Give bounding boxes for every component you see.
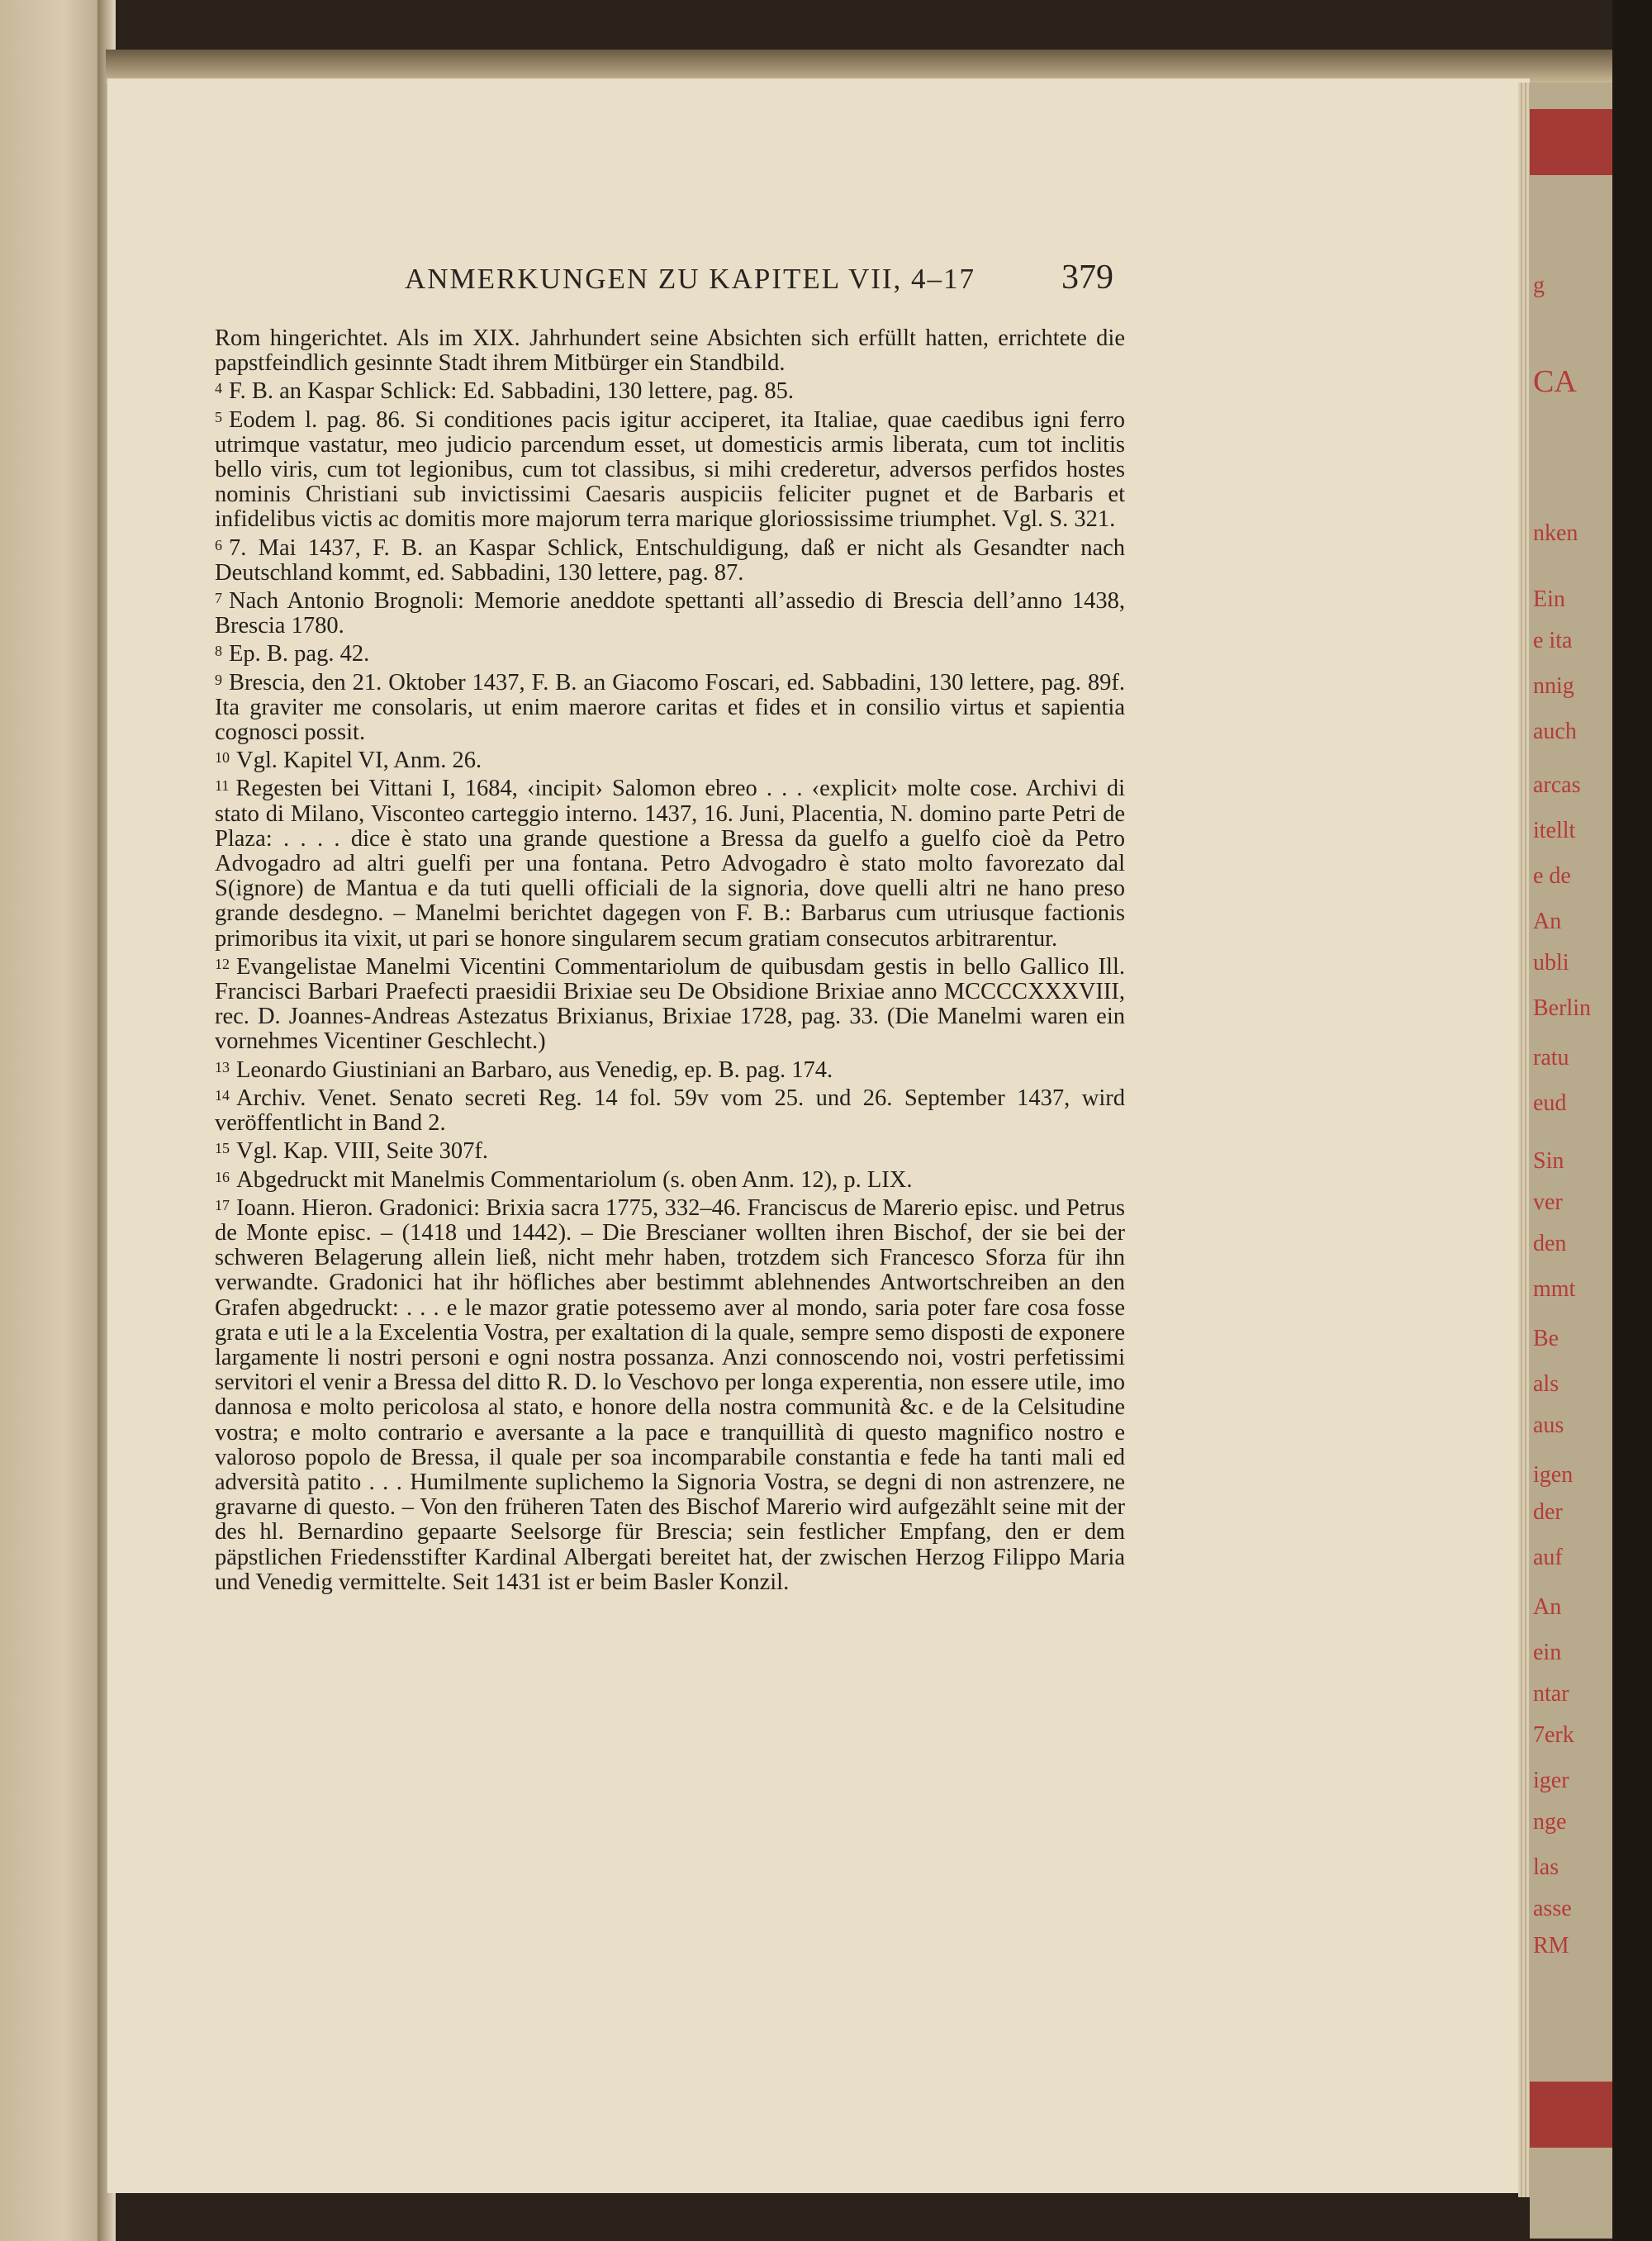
footnote [215,1193,1125,1595]
footnote-text: 7. Mai 1437, F. B. an Kaspar Schlick, Entschuldigung, daß er nicht als Gesandter nach Deutschland kommt, ed. Sabbadini, 130 lettere, pag. 87. [215,534,1125,586]
left-page-edge [0,0,106,2241]
jacket-fragment: mmt [1533,1276,1576,1302]
jacket-fragment: itellt [1533,818,1576,843]
jacket-fragment: An [1533,1594,1562,1620]
footnote [215,405,1125,533]
notes-block [215,326,1125,1595]
footnote-text: Abgedruckt mit Manelmis Commentariolum (s. oben Anm. 12), p. LIX. [236,1166,913,1193]
footnote-text: Nach Antonio Brognoli: Memorie aneddote spettanti all’assedio di Brescia dell’anno 1438, Brescia 1780. [215,588,1125,639]
jacket-fragment: ubli [1533,950,1569,976]
jacket-ornament-bottom [1530,2082,1612,2148]
jacket-fragment: der [1533,1499,1563,1525]
footnote-number: 6 [215,536,222,553]
footnote-text: Archiv. Venet. Senato secreti Reg. 14 fol. 59v vom 25. und 26. September 1437, wird veröffentlicht in Band 2. [215,1085,1125,1137]
jacket-fragment: e ita [1533,628,1573,653]
footnote-text: Regesten bei Vittani I, 1684, ‹incipit› Salomon ebreo . . . ‹explicit› molte cose. Archivi di stato di Milano, Visconteo carteggio interno. 1437, 16. Juni, Placentia, N. domino parte Petri de Plaza: . . . . dice è stato una grande questione a Bressa da guelfo a guelfo cioè da Petro Advogadro ad altri guelfi per una fontana. Petro Advogadro è stato molto favorezato dal S(ignore) de Mantua e da tuti quelli officiali de la signoria, dove quelli altri ne hano preso grande desdegno. – Manelmi berichtet dagegen von F. B.: Barbarus cum utriusque factionis primoribus ita vixit, ut pari se honore singularem secum gratiam consecutos arbitrarentur. [215,776,1125,952]
jacket-fragment: e de [1533,863,1571,889]
jacket-fragment: aus [1533,1412,1564,1438]
footnote-number: 17 [215,1196,230,1213]
footnote [215,745,1125,773]
footnote-number: 4 [215,380,222,397]
footnote-text: Brescia, den 21. Oktober 1437, F. B. an Giacomo Foscari, ed. Sabbadini, 130 lettere, pag. 89f. Ita graviter me consolaris, ut enim maerore caritas et fides et in consilio virtus et sapientia cognosci possit. [215,669,1125,746]
jacket-fragment: iger [1533,1768,1569,1793]
footnote [215,1083,1125,1136]
jacket-fragment: nnig [1533,673,1574,699]
footnote-text: Ep. B. pag. 42. [229,641,370,667]
continuation-text: Rom hingerichtet. Als im XIX. Jahrhundert seine Absichten sich erfüllt hatten, errichtete die papstfeindlich gesinnte Stadt ihrem Mitbürger ein Standbild. [215,325,1125,377]
footnote [215,376,1125,404]
footnote-text: Eodem l. pag. 86. Si conditiones pacis igitur acciperet, ita Italiae, quae caedibus igni ferro utrimque vastatur, meo judicio parcendum esset, ut domesticis armis liberata, cum tot inclitis bello viris, cum tot legionibus, cum tot classibus, si mihi crederetur, adversos perfidos hostes nominis Christiani sub invictissimi Caesaris auspiciis feliciter pugnet et de Barbaris et infidelibus victis ac domitis more majorum terra marique gloriossissime triumphet. Vgl. S. 321. [215,406,1125,533]
footnote-text: Leonardo Giustiniani an Barbaro, aus Venedig, ep. B. pag. 174. [236,1056,833,1083]
jacket-fragment: eud [1533,1090,1567,1116]
jacket-ornament-top [1530,109,1612,175]
footnote [215,1055,1125,1083]
jacket-fragment: Be [1533,1326,1559,1351]
notes-list [215,376,1125,1595]
jacket-fragment: 7erk [1533,1722,1574,1748]
jacket-fragment: auch [1533,719,1577,744]
footnote-text: F. B. an Kaspar Schlick: Ed. Sabbadini, 130 lettere, pag. 85. [229,378,794,405]
background-edge [1612,0,1652,2241]
footnote [215,533,1125,586]
jacket-fragment: als [1533,1371,1559,1397]
running-title: ANMERKUNGEN ZU KAPITEL VII, 4–17 [405,263,976,295]
jacket-fragment: Ein [1533,586,1565,612]
jacket-fragment: igen [1533,1462,1574,1488]
footnote-number: 11 [215,777,230,795]
jacket-fragment: g [1533,273,1545,298]
footnote-text: Vgl. Kapitel VI, Anm. 26. [236,748,482,774]
jacket-fragment: CA [1533,364,1577,399]
footnote [215,586,1125,639]
footnote-number: 7 [215,590,222,607]
page-number: 379 [1061,259,1113,297]
footnote [215,1165,1125,1193]
footnote-number: 12 [215,955,230,972]
jacket-fragment: asse [1533,1896,1572,1921]
footnote-text: Vgl. Kap. VIII, Seite 307f. [236,1138,488,1165]
footnote-number: 9 [215,671,222,688]
footnote-text: Evangelistae Manelmi Vicentini Commentariolum de quibusdam gestis in bello Gallico Ill. Francisci Barbari Praefecti praesidii Brixiae seu De Obsidione Brixiae anno MCCCCXXXVIII, rec. D. Joannes-Andreas Astezatus Brixianus, Brixiae 1728, pag. 33. (Die Manelmi waren ein vornehmes Vicentiner Geschlecht.) [215,953,1125,1055]
dust-jacket-strip [1530,83,1612,2239]
jacket-fragment: den [1533,1231,1567,1256]
jacket-fragment: ver [1533,1189,1563,1215]
footnote [215,639,1125,667]
jacket-fragment: ntar [1533,1681,1569,1707]
footnote [215,667,1125,746]
footnote-number: 8 [215,643,222,660]
footnote-number: 16 [215,1168,230,1185]
footnote-number: 5 [215,408,222,425]
footnote-number: 15 [215,1140,230,1157]
footnote [215,952,1125,1055]
jacket-fragment: ratu [1533,1045,1569,1071]
jacket-fragment: nken [1533,520,1578,546]
jacket-fragment: las [1533,1854,1559,1880]
jacket-fragment: nge [1533,1809,1567,1835]
jacket-fragment: RM [1533,1933,1569,1959]
footnote-text: Ioann. Hieron. Gradonici: Brixia sacra 1775, 332–46. Franciscus de Marerio episc. und Petrus de Monte episc. – (1418 und 1442). – Die Brescianer wollten ihren Bischof, der sie bei der schweren Belagerung allein ließ, nicht mehr haben, trotzdem sich Francesco Sforza für ihn verwandte. Gradonici hat ihr höfliches aber bestimmt ablehnendes Antwortschreiben an den Grafen abgedruckt: . . . e le mazor gratie potessemo aver al mondo, saria poter fare cosa fosse grata e uti le a la Excelentia Vostra, per exaltation di la quale, sempre semo disposti de exponere largamente li nostri personi e ogni nostra possanza. Anzi connoscendo noi, vostri perfetissimi servitori el venir a Bressa del ditto R. D. lo Veschovo per longa experentia, non essere utile, imo dannosa e molto pericolosa al stato, e honore della nostra communità &c. e de la Celsitudine vostra; e molto contrario e aversante a la pace e tranquillità di questo magnifico nostro e valoroso popolo de Bressa, il quale per soa incomparabile constantia e fede ha tanti mali ed adversità patito . . . Humilmente suplichemo la Signoria Vostra, se degni di non astrenzere, ne gravarne di questo. – Von den früheren Taten des Bischof Marerio wird aufgezählt seine mit der des hl. Bernardino gepaarte Seelsorge für Brescia; sein festlicher Empfang, den er dem päpstlichen Friedensstifter Kardinal Albergati bereitet hat, der zwischen Herzog Filippo Maria und Venedig vermittelte. Seit 1431 ist er beim Basler Konzil. [215,1194,1125,1595]
jacket-fragment: An [1533,909,1562,934]
jacket-fragment: Berlin [1533,995,1591,1021]
footnote-number: 10 [215,749,230,767]
jacket-fragment: ein [1533,1640,1562,1665]
footnote-number: 13 [215,1058,230,1075]
jacket-fragment: auf [1533,1545,1563,1570]
footnote [215,1136,1125,1164]
jacket-fragment: arcas [1533,772,1581,798]
footnote [215,773,1125,951]
jacket-fragment: Sin [1533,1148,1564,1174]
footnote-number: 14 [215,1086,230,1104]
